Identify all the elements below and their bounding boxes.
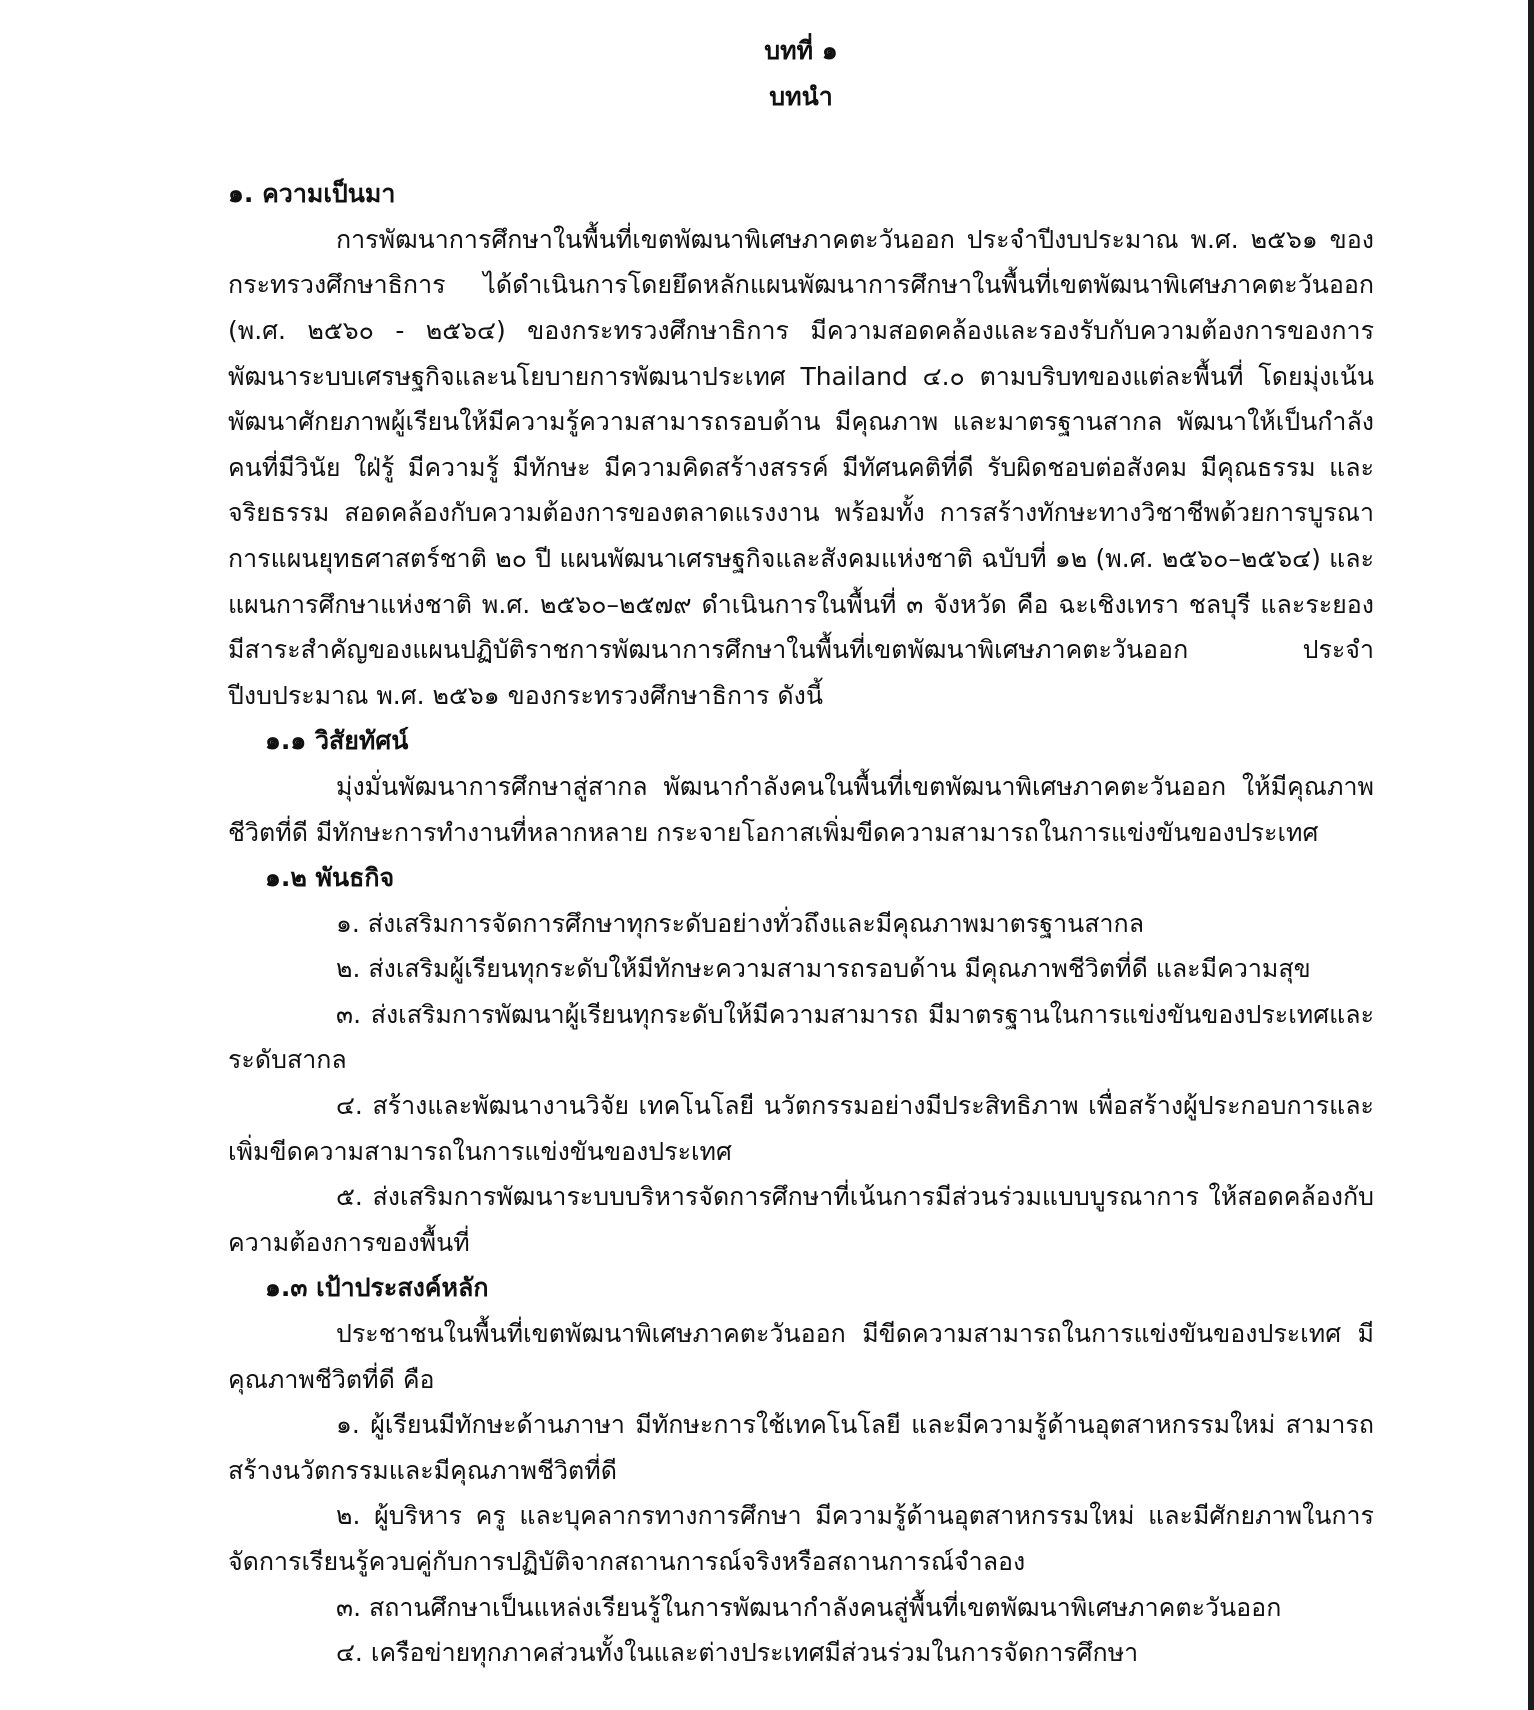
goals-paragraph: ประชาชนในพื้นที่เขตพัฒนาพิเศษภาคตะวันออก มีขีดความสามารถในการแข่งขันของประเทศ มีคุณภาพชีวิตที่ดี คือ — [228, 1319, 1374, 1394]
goal-item-4: ๔. เครือข่ายทุกภาคส่วนทั้งในและต่างประเทศมีส่วนร่วมในการจัดการศึกษา — [336, 1638, 1139, 1668]
mission-item-4: ๔. สร้างและพัฒนางานวิจัย เทคโนโลยี นวัตกรรมอย่างมีประสิทธิภาพ เพื่อสร้างผู้ประกอบการและเพิ่มขีดความสามารถในการแข่งขันของประเทศ — [228, 1091, 1374, 1166]
section-heading-background: ๑. ความเป็นมา — [228, 179, 396, 209]
goal-item-3: ๓. สถานศึกษาเป็นแหล่งเรียนรู้ในการพัฒนากำลังคนสู่พื้นที่เขตพัฒนาพิเศษภาคตะวันออก — [336, 1592, 1282, 1622]
mission-item-5: ๕. ส่งเสริมการพัฒนาระบบบริหารจัดการศึกษาที่เน้นการมีส่วนร่วมแบบบูรณาการ ให้สอดคล้องกับความต้องการของพื้นที่ — [228, 1182, 1374, 1257]
mission-item-1: ๑. ส่งเสริมการจัดการศึกษาทุกระดับอย่างทั่วถึงและมีคุณภาพมาตรฐานสากล — [336, 908, 1145, 938]
mission-item-3: ๓. ส่งเสริมการพัฒนาผู้เรียนทุกระดับให้มีความสามารถ มีมาตรฐานในการแข่งขันของประเทศและระดับสากล — [228, 999, 1374, 1075]
subsection-heading-goals: ๑.๓ เป้าประสงค์หลัก — [265, 1273, 489, 1303]
goal-item-1: ๑. ผู้เรียนมีทักษะด้านภาษา มีทักษะการใช้เทคโนโลยี และมีความรู้ด้านอุตสาหกรรมใหม่ สามารถสร้างนวัตกรรมและมีคุณภาพชีวิตที่ดี — [228, 1410, 1374, 1485]
chapter-number: บทที่ ๑ — [764, 36, 838, 65]
title-spacing — [228, 119, 1374, 171]
mission-item-2: ๒. ส่งเสริมผู้เรียนทุกระดับให้มีทักษะความสามารถรอบด้าน มีคุณภาพชีวิตที่ดี และมีความสุข — [336, 954, 1311, 984]
goal-item-2: ๒. ผู้บริหาร ครู และบุคลากรทางการศึกษา มีความรู้ด้านอุตสาหกรรมใหม่ และมีศักยภาพในการจัดการเรียนรู้ควบคู่กับการปฏิบัติจากสถานการณ์จริงหรือสถานการณ์จำลอง — [228, 1501, 1374, 1576]
subsection-heading-mission: ๑.๒ พันธกิจ — [265, 863, 395, 893]
page-edge-border — [1528, 0, 1534, 1710]
chapter-title: บทนำ — [769, 81, 833, 111]
background-paragraph: การพัฒนาการศึกษาในพื้นที่เขตพัฒนาพิเศษภาคตะวันออก ประจำปีงบประมาณ พ.ศ. ๒๕๖๑ ของกระทรวงศึกษาธิการ ได้ดำเนินการโดยยึดหลักแผนพัฒนาการศึกษาในพื้นที่เขตพัฒนาพิเศษภาคตะวันออก (พ.ศ. ๒๕๖๐ - ๒๕๖๔) ของกระทรวงศึกษาธิการ มีความสอดคล้องและรองรับกับความต้องการของการพัฒนาระบบเศรษฐกิจและนโยบายการพัฒนาประเทศ Thailand ๔.๐ ตามบริบทของแต่ละพื้นที่ โดยมุ่งเน้นพัฒนาศักยภาพผู้เรียนให้มีความรู้ความสามารถรอบด้าน มีคุณภาพ และมาตรฐานสากล พัฒนาให้เป็นกำลังคนที่มีวินัย ใฝ่รู้ มีความรู้ มีทักษะ มีความคิดสร้างสรรค์ มีทัศนคติที่ดี รับผิดชอบต่อสังคม มีคุณธรรม และจริยธรรม สอดคล้องกับความต้องการของตลาดแรงงาน พร้อมทั้ง การสร้างทักษะทางวิชาชีพด้วยการบูรณาการแผนยุทธศาสตร์ชาติ ๒๐ ปี แผนพัฒนาเศรษฐกิจและสังคมแห่งชาติ ฉบับที่ ๑๒ (พ.ศ. ๒๕๖๐–๒๕๖๔) และแผนการศึกษาแห่งชาติ พ.ศ. ๒๕๖๐–๒๕๗๙ ดำเนินการในพื้นที่ ๓ จังหวัด คือ ฉะเชิงเทรา ชลบุรี และระยอง มีสาระสำคัญของแผนปฏิบัติราชการพัฒนาการศึกษาในพื้นที่เขตพัฒนาพิเศษภาคตะวันออก ประจำปีงบประมาณ พ.ศ. ๒๕๖๑ ของกระทรวงศึกษาธิการ ดังนี้ — [228, 224, 1374, 710]
document-page — [228, 28, 1374, 1676]
subsection-heading-vision: ๑.๑ วิสัยทัศน์ — [265, 726, 409, 756]
vision-paragraph: มุ่งมั่นพัฒนาการศึกษาสู่สากล พัฒนากำลังคนในพื้นที่เขตพัฒนาพิเศษภาคตะวันออก ให้มีคุณภาพชีวิตที่ดี มีทักษะการทำงานที่หลากหลาย กระจายโอกาสเพิ่มขีดความสามารถในการแข่งขันของประเทศ — [228, 771, 1374, 847]
